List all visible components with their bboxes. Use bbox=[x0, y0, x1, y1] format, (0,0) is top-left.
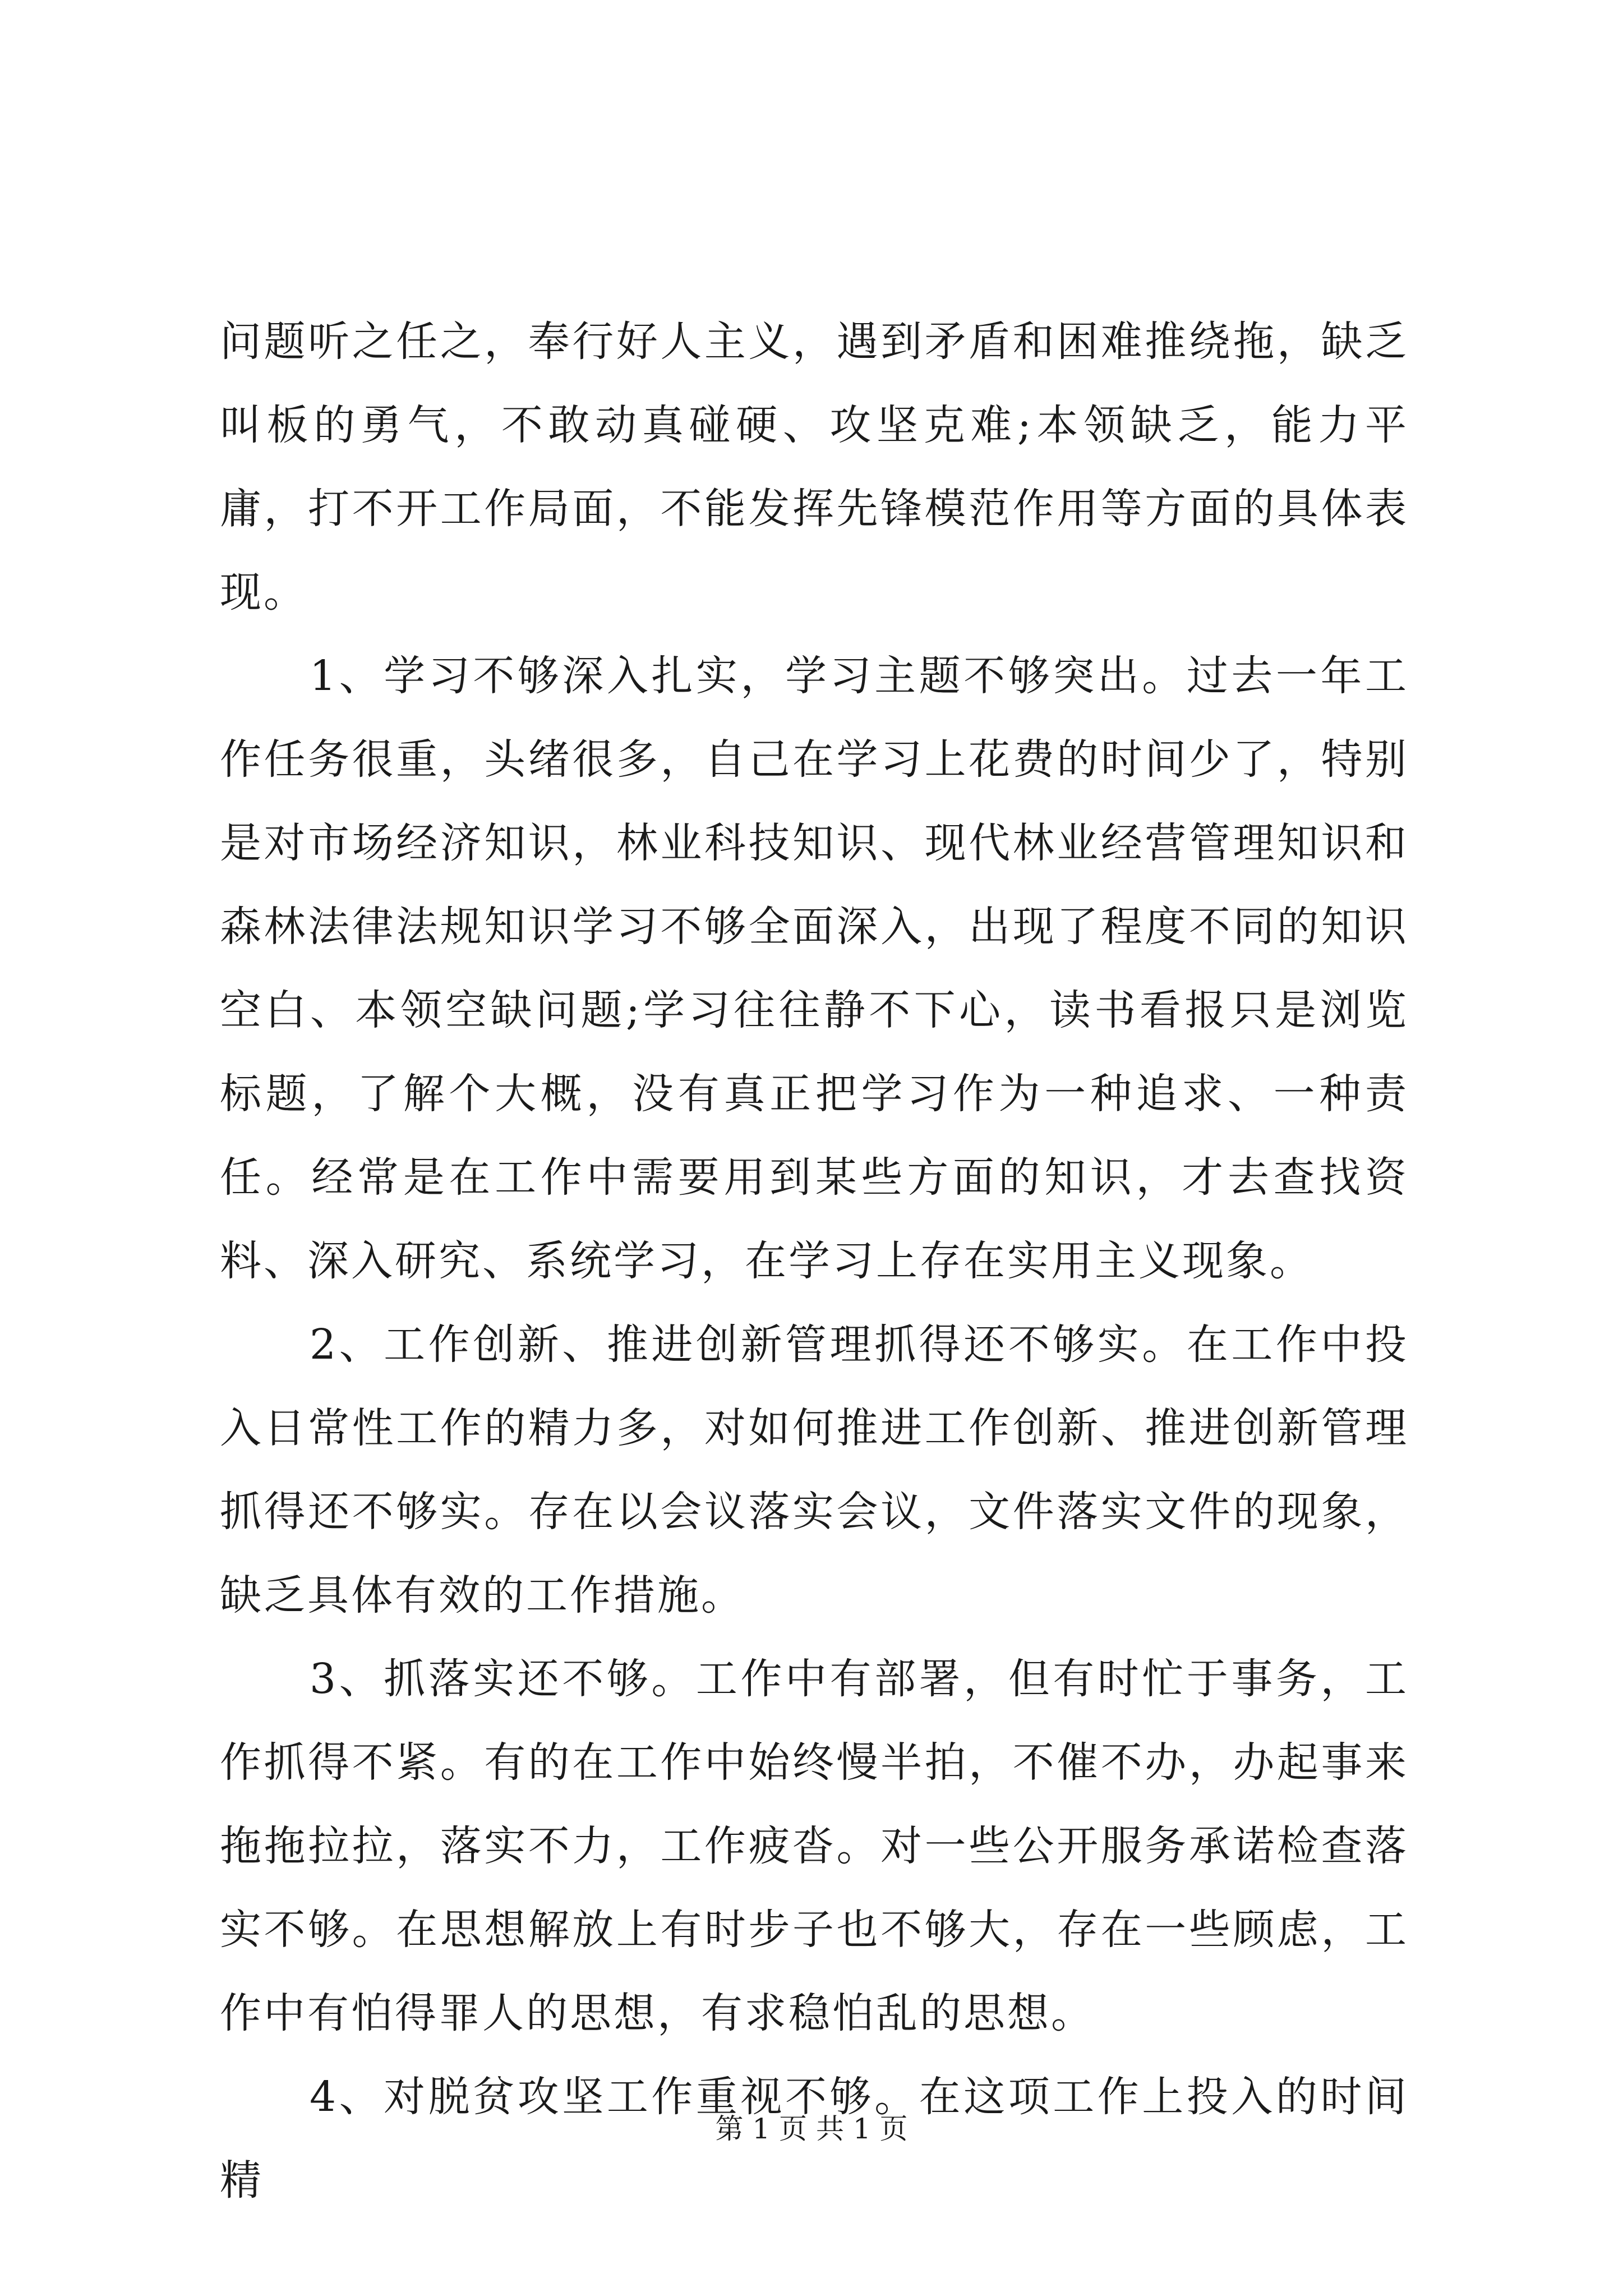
paragraph-continuation: 问题听之任之，奉行好人主义，遇到矛盾和困难推绕拖，缺乏叫板的勇气，不敢动真碰硬、攻坚克难;本领缺乏，能力平庸，打不开工作局面，不能发挥先锋模范作用等方面的具体表现。 bbox=[220, 318, 1409, 616]
paragraph-item-3: 3、抓落实还不够。工作中有部署，但有时忙于事务，工作抓得不紧。有的在工作中始终慢半拍，不催不办，办起事来拖拖拉拉，落实不力，工作疲沓。对一些公开服务承诺检查落实不够。在思想解放上有时步子也不够大，存在一些顾虑，工作中有怕得罪人的思想，有求稳怕乱的思想。 bbox=[220, 1655, 1409, 2037]
page-number-footer: 第 1 页 共 1 页 bbox=[715, 2113, 908, 2145]
paragraph-item-4: 4、对脱贫攻坚工作重视不够。在这项工作上投入的时间精 bbox=[220, 2073, 1409, 2205]
document-body bbox=[220, 300, 1409, 2223]
paragraph-item-2: 2、工作创新、推进创新管理抓得还不够实。在工作中投入日常性工作的精力多，对如何推进工作创新、推进创新管理抓得还不够实。存在以会议落实会议，文件落实文件的现象，缺乏具体有效的工作措施。 bbox=[220, 1320, 1409, 1619]
paragraph-item-1: 1、学习不够深入扎实，学习主题不够突出。过去一年工作任务很重，头绪很多，自己在学习上花费的时间少了，特别是对市场经济知识，林业科技知识、现代林业经营管理知识和森林法律法规知识学习不够全面深入，出现了程度不同的知识空白、本领空缺问题;学习往往静不下心，读书看报只是浏览标题，了解个大概，没有真正把学习作为一种追求、一种责任。经常是在工作中需要用到某些方面的知识，才去查找资料、深入研究、系统学习，在学习上存在实用主义现象。 bbox=[220, 652, 1409, 1285]
